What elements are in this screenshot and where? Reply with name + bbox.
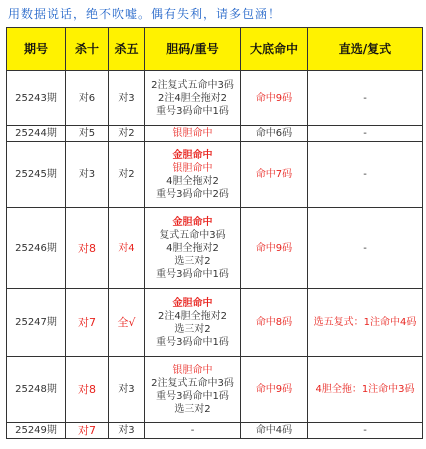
dan-line: 2注4胆全拖对2: [157, 310, 228, 322]
table-row: [7, 142, 423, 208]
dan-line: 银胆命中: [172, 128, 213, 139]
kill-five-cell: 对3: [109, 423, 145, 439]
dan-cell: [145, 142, 241, 208]
dan-cell: [145, 357, 241, 423]
header-dan-code: 胆码/重号: [145, 28, 241, 71]
kill-ten-cell: 对5: [66, 126, 109, 142]
table-row: [7, 357, 423, 423]
dadi-cell: 命中8码: [241, 289, 308, 357]
table-row: [7, 208, 423, 289]
dan-line: 重号3码命中1码: [156, 390, 229, 402]
dadi-cell: 命中9码: [241, 357, 308, 423]
kill-ten-cell: 对3: [66, 142, 109, 208]
kill-five-cell: 对3: [109, 357, 145, 423]
dan-line: 选三对2: [174, 323, 211, 335]
dan-line: 2注复式五命中3码: [151, 377, 234, 389]
header-direct-compound: 直选/复式: [308, 28, 423, 71]
kill-ten-cell: 对6: [66, 71, 109, 126]
dadi-cell: 命中9码: [241, 208, 308, 289]
dan-line: 重号3码命中1码: [156, 105, 229, 117]
table-row: [7, 289, 423, 357]
table-row: [7, 423, 423, 439]
period-cell: 25244期: [7, 126, 66, 142]
direct-cell: -: [308, 126, 423, 142]
dan-line: 2注复式五命中3码: [151, 79, 234, 91]
dan-line: -: [190, 425, 195, 436]
kill-five-cell: 对4: [109, 208, 145, 289]
period-cell: 25249期: [7, 423, 66, 439]
dan-cell: [145, 208, 241, 289]
dadi-cell: 命中7码: [241, 142, 308, 208]
kill-five-cell: 对3: [109, 71, 145, 126]
dan-cell: [145, 423, 241, 439]
dan-line: 2注4胆全拖对2: [157, 92, 228, 104]
dan-line: 银胆命中: [172, 162, 213, 174]
kill-ten-cell: 对7: [66, 423, 109, 439]
kill-ten-cell: 对7: [66, 289, 109, 357]
header-kill-ten: 杀十: [66, 28, 109, 71]
dadi-cell: 命中9码: [241, 71, 308, 126]
dan-line: 金胆命中: [172, 297, 213, 309]
header-period: 期号: [7, 28, 66, 71]
dan-line: 金胆命中: [172, 216, 213, 228]
dadi-cell: 命中6码: [241, 126, 308, 142]
period-cell: 25247期: [7, 289, 66, 357]
direct-cell: 选五复式：1注命中4码: [308, 289, 423, 357]
kill-five-cell: 对2: [109, 126, 145, 142]
kill-ten-cell: 对8: [66, 208, 109, 289]
dan-line: 重号3码命中2码: [156, 188, 229, 200]
kill-five-cell: 对2: [109, 142, 145, 208]
direct-cell: -: [308, 208, 423, 289]
slogan: 用数据说话，绝不吹嘘。偶有失利，请多包涵！: [8, 7, 282, 21]
dan-cell: [145, 126, 241, 142]
period-cell: 25245期: [7, 142, 66, 208]
kill-five-cell: 全√: [109, 289, 145, 357]
dan-line: 4胆全拖对2: [166, 175, 219, 187]
dan-line: 重号3码命中1码: [156, 268, 229, 280]
table-row: [7, 71, 423, 126]
table-header-row: [7, 28, 423, 71]
results-table: [6, 27, 423, 439]
dan-line: 复式五命中3码: [159, 229, 226, 241]
direct-cell: -: [308, 71, 423, 126]
dadi-cell: 命中4码: [241, 423, 308, 439]
dan-line: 选三对2: [174, 255, 211, 267]
dan-line: 4胆全拖对2: [166, 242, 219, 254]
period-cell: 25246期: [7, 208, 66, 289]
header-dadi-hit: 大底命中: [241, 28, 308, 71]
dan-line: 金胆命中: [172, 149, 213, 161]
direct-cell: -: [308, 423, 423, 439]
dan-cell: [145, 71, 241, 126]
dan-line: 重号3码命中1码: [156, 336, 229, 348]
direct-cell: 4胆全拖：1注命中3码: [308, 357, 423, 423]
dan-cell: [145, 289, 241, 357]
dan-line: 选三对2: [174, 403, 211, 415]
period-cell: 25248期: [7, 357, 66, 423]
kill-ten-cell: 对8: [66, 357, 109, 423]
dan-line: 银胆命中: [172, 364, 213, 376]
direct-cell: -: [308, 142, 423, 208]
table-row: [7, 126, 423, 142]
header-kill-five: 杀五: [109, 28, 145, 71]
period-cell: 25243期: [7, 71, 66, 126]
